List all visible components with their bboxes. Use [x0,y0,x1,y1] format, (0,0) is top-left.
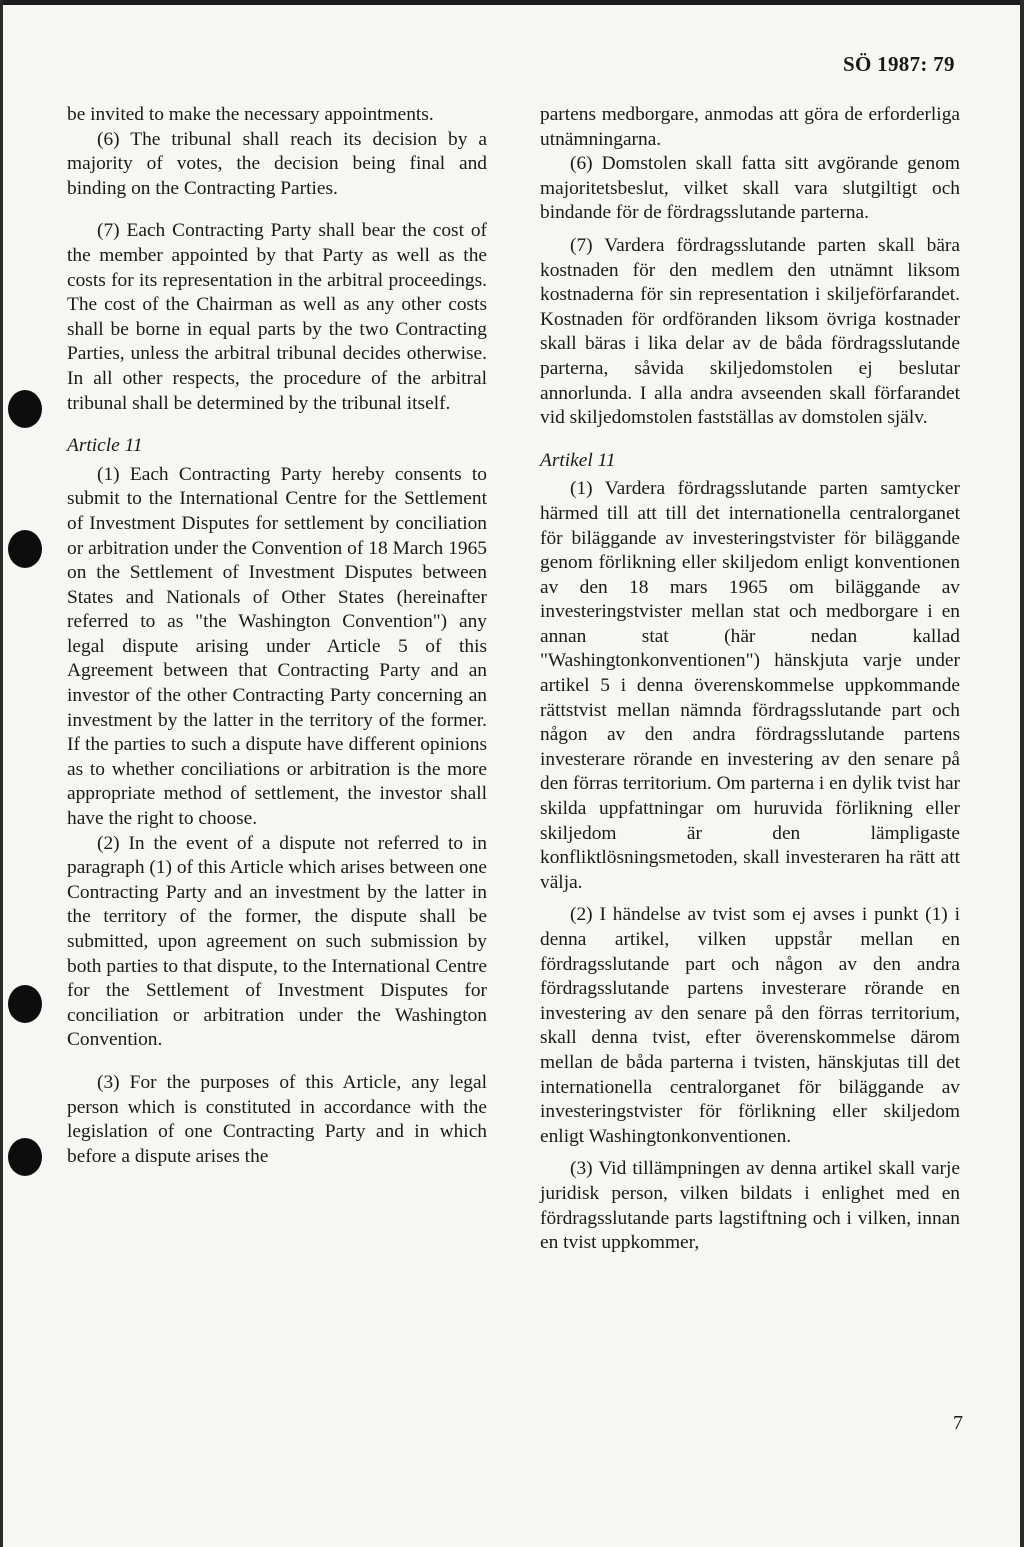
page-number: 7 [953,1412,963,1434]
paragraph-sv-1: partens medborgare, anmodas att göra de erforderliga utnämningarna. [540,104,960,150]
paragraph-en-4: (1) Each Contracting Party hereby consents to submit to the International Centre for the Settlement of Investment Disputes for settlement by conciliation or arbitration under the Convention of 18 March 1965 on the Settlement of Investment Disputes between States and Nationals of Other States (hereinafter referred to as "the Washington Convention") any legal dispute arising under Article 5 of this Agreement between that Contracting Party and an investor of the other Contracting Party concerning an investment by the latter in the territory of the former. If the parties to such a dispute have different opinions as to whether conciliations or arbitration is the more appropriate method of settlement, the investor shall have the right to choose. [67,463,487,830]
swedish-column [540,103,960,1256]
paragraph-en-2: (6) The tribunal shall reach its decision by a majority of votes, the decision being final and binding on the Contracting Parties. [67,128,487,199]
scan-left-border [0,0,3,1547]
punch-hole-2 [8,530,42,568]
paragraph-en-1: be invited to make the necessary appointments. [67,104,434,125]
paragraph-sv-5: (2) I händelse av tvist som ej avses i punkt (1) i denna artikel, vilken uppstår mellan en fördragsslutande part och någon av den andra fördragsslutande partens investerare rörande en investering av den senare på den förras territorium, skall denna tvist, efter överenskommelse därom mellan de båda parterna i tvisten, hänskjutas till det internationella centralorganet för biläggande av investeringstvister för förlikning eller skiljedom enligt Washingtonkonventionen. [540,904,960,1147]
paragraph-sv-3: (7) Vardera fördragsslutande parten skall bära kostnaden för den medlem den utnämnt liksom kostnaderna för sin representation i skiljeförfarandet. Kostnaden för ordföranden liksom övriga kostnader skall bäras i lika delar av de båda fördragsslutande parterna, såvida skiljedomstolen ej beslutar annorlunda. I alla andra avseenden skall förfarandet vid skiljedomstolen fastställas av domstolen själv. [540,234,960,429]
paragraph-sv-6: (3) Vid tillämpningen av denna artikel skall varje juridisk person, vilken bildats i enlighet med en fördragsslutande parts lagstiftning och i vilken, innan en tvist uppkommer, [540,1158,960,1254]
english-column [67,103,487,1169]
scan-top-border [0,0,1024,5]
article-heading-en: Article 11 [67,435,143,457]
document-reference: SÖ 1987: 79 [843,52,955,76]
scan-right-border [1020,0,1024,1547]
punch-hole-4 [8,1138,42,1176]
paragraph-en-6: (3) For the purposes of this Article, any legal person which is constituted in accordance with the legislation of one Contracting Party and in which before a dispute arises the [67,1071,487,1167]
paragraph-sv-2: (6) Domstolen skall fatta sitt avgörande genom majoritetsbeslut, vilket skall vara slutgiltigt och bindande för de fördragsslutande parterna. [540,153,960,224]
punch-hole-3 [8,985,42,1023]
paragraph-en-5: (2) In the event of a dispute not referred to in paragraph (1) of this Article which arises between one Contracting Party and an investment by the latter in the territory of the former, the dispute shall be submitted, upon agreement on such submission by both parties to that dispute, to the International Centre for the Settlement of Investment Disputes for conciliation or arbitration under the Washington Convention. [67,832,487,1051]
paragraph-en-3: (7) Each Contracting Party shall bear the cost of the member appointed by that Party as well as the costs for its representation in the arbitral proceedings. The cost of the Chairman as well as any other costs shall be borne in equal parts by the two Contracting Parties, unless the arbitral tribunal decides otherwise. In all other respects, the procedure of the arbitral tribunal shall be determined by the tribunal itself. [67,220,487,414]
paragraph-sv-4: (1) Vardera fördragsslutande parten samtycker härmed till att till det internationella centralorganet för biläggande av investeringstvister för biläggande genom förlikning eller skiljedom enligt konventionen av den 18 mars 1965 om biläggande av investeringstvister mellan stat och medborgare i en annan stat (här nedan kallad "Washingtonkonventionen") hänskjuta varje under artikel 5 i denna överenskommelse uppkommande rättstvist mellan nämnda fördragsslutande part och någon av den andra fördragsslutande partens investerare rörande en investering av den senare på den förras territorium. Om parterna i en dylik tvist har skilda uppfattningar om huruvida förlikning eller skiljedom är den lämpligaste konfliktlösningsmetoden, skall investeraren ha rätt att välja. [540,478,961,893]
punch-hole-1 [8,390,42,428]
article-heading-sv: Artikel 11 [540,449,616,471]
